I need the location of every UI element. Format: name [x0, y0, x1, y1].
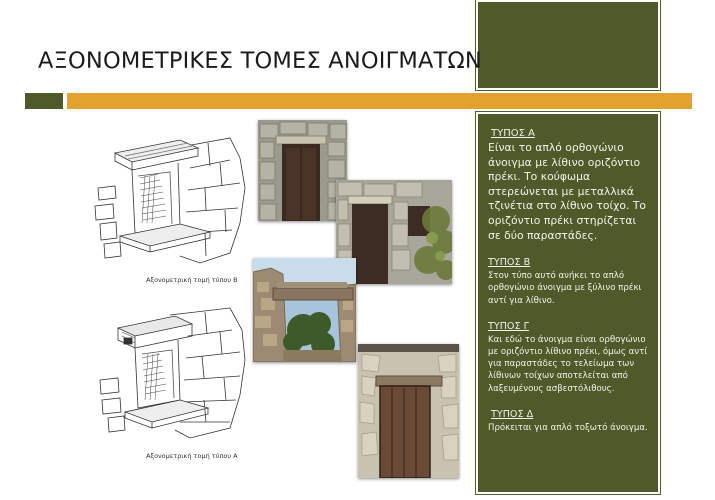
decorative-top-box — [476, 0, 660, 90]
sketch-type-b — [80, 128, 250, 278]
description-panel — [476, 112, 660, 494]
photo-type-b-opening — [253, 258, 356, 362]
type-b-title: ΤΥΠΟΣ Β — [488, 257, 531, 269]
type-c-title: ΤΥΠΟΣ Γ — [488, 320, 529, 332]
sketch-type-a — [80, 300, 250, 450]
page-title: ΑΞΟΝΟΜΕΤΡΙΚΕΣ ΤΟΜΕΣ ΑΝΟΙΓΜΑΤΩΝ — [38, 48, 482, 74]
photo-type-a-door — [258, 120, 347, 221]
accent-bar-green — [25, 93, 63, 109]
type-b-body: Στον τύπο αυτό ανήκει το απλό ορθογώνιο άνοιγμα με ξύλινο πρέκι αντί για λίθινο. — [488, 271, 642, 306]
type-a-title: ΤΥΠΟΣ Α — [491, 128, 535, 139]
photo-type-c-door — [358, 344, 459, 478]
type-d-body: Πρόκειται για απλό τοξωτό άνοιγμα. — [488, 422, 648, 433]
type-d-title: ΤΥΠΟΣ Δ — [491, 408, 534, 420]
sketch-b-caption: Αξονομετρική τομή τύπου Β — [146, 276, 238, 284]
type-a-body: Είναι το απλό ορθογώνιο άνοιγμα με λίθινο οριζόντιο πρέκι. Το κούφωμα στερεώνεται με μεταλλικά τζινέτια στο λίθινο τοίχο. Το οριζόντιο πρέκι στηρίζεται σε δύο παραστάδες. — [488, 141, 647, 242]
accent-bar-orange — [67, 93, 692, 109]
type-c-body: Και εδώ το άνοιγμα είναι ορθογώνιο με οριζόντιο λίθινο πρέκι, όμως αντί για παραστάδες το τελείωμα των λίθινων τοίχων αποτελείται από λαξευμένους ασβεστόλιθους. — [488, 334, 648, 394]
sketch-a-caption: Αξονομετρική τομή τύπου Α — [146, 452, 238, 460]
